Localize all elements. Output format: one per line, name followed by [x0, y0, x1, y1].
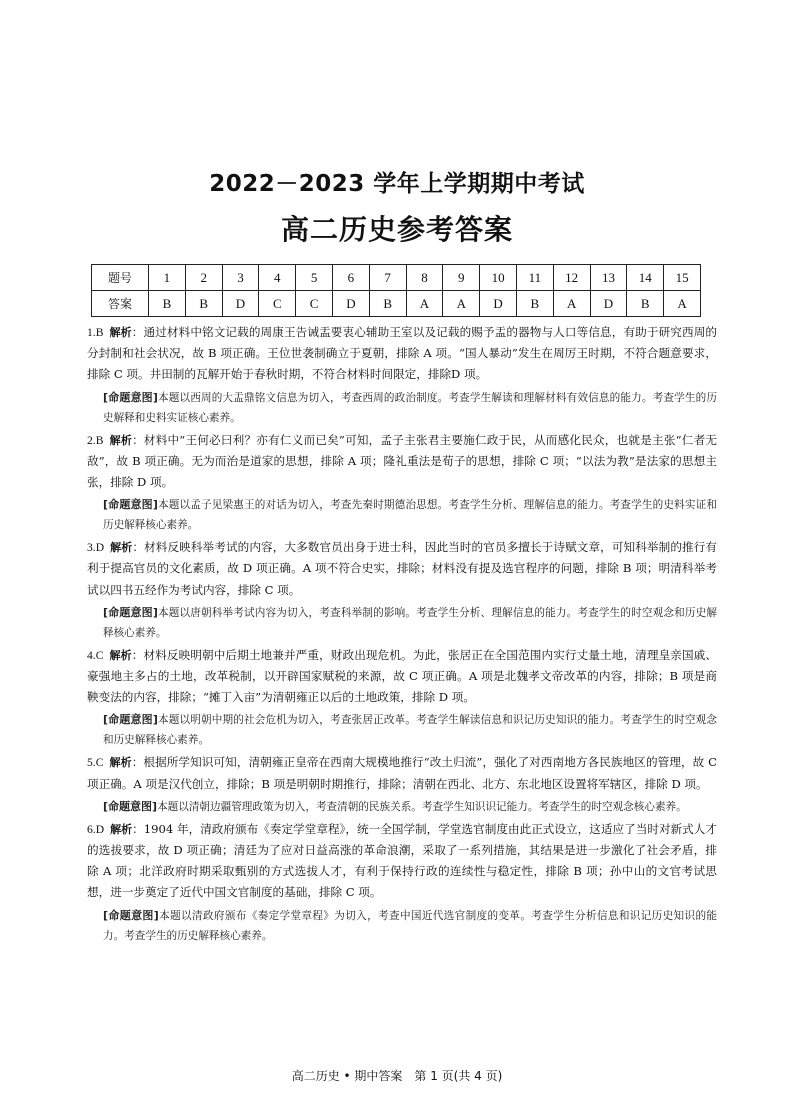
question-number-cell: 12 — [553, 265, 590, 291]
intent-text: 本题以唐朝科举考试内容为切入，考查科举制的影响。考查学生分析、理解信息的能力。考查学生的时空观念和历史解释核心素养。 — [103, 606, 717, 639]
explanation-paragraph — [87, 645, 717, 709]
analysis-text: ：材料反映科举考试的内容，大多数官员出身于进士科，因此当时的官员多擅长于诗赋文章，可知科举制的推行有利于提高官员的文化素质，故 D 项正确。A 项不符合史实，排除；材料没有提及选官程序的问题，排除 B 项；明清科举考试以四书五经作为考试内容，排除 C 项。 — [87, 540, 717, 597]
question-number: 3. — [87, 541, 96, 555]
question-explanation-2 — [87, 430, 717, 536]
question-explanation-1 — [87, 322, 717, 428]
answer-cell: D — [480, 291, 517, 317]
exam-title: 2022－2023 学年上学期期中考试 — [209, 171, 585, 197]
answer-cell: A — [553, 291, 590, 317]
question-number-row — [92, 265, 701, 291]
intent-tag: [命题意图] — [103, 390, 158, 404]
answer-cell: D — [222, 291, 259, 317]
analysis-text: ：根据所学知识可知，清朝雍正皇帝在西南大规模地推行“改土归流”，强化了对西南地方各民族地区的管理，故 C 项正确。A 项是汉代创立，排除；B 项是明朝时期推行，排除；清朝在西北、北方、东北地区设置将军辖区，排除 D 项。 — [87, 755, 717, 791]
question-number-cell: 5 — [296, 265, 333, 291]
analysis-label: 解析 — [109, 433, 133, 447]
answer-key-title: 高二历史参考答案 — [280, 213, 513, 246]
intent-tag: [命题意图] — [103, 605, 158, 619]
answer-cell: A — [664, 291, 701, 317]
answer-row — [92, 291, 701, 317]
intent-text: 本题以明朝中期的社会危机为切入，考查张居正改革。考查学生解读信息和识记历史知识的能力。考查学生的时空观念和历史解释核心素养。 — [103, 714, 717, 747]
answer-cell: A — [443, 291, 480, 317]
intent-tag: [命题意图] — [103, 799, 158, 813]
question-number-label: 题号 — [92, 265, 149, 291]
intent-paragraph — [87, 906, 717, 946]
analysis-text: ：通过材料中铭文记载的周康王告诫盂要衷心辅助王室以及记载的赐予盂的器物与人口等信息，有助于研究西周的分封制和社会状况，故 B 项正确。王位世袭制确立于夏朝，排除 A 项。“国人暴动”发生在周厉王时期，不符合题意要求，排除 C 项。井田制的瓦解开始于春秋时期，不符合材料时间限定，排除D 项。 — [87, 325, 717, 382]
question-number-cell: 1 — [149, 265, 186, 291]
explanation-paragraph — [87, 819, 717, 904]
question-number-cell: 6 — [332, 265, 369, 291]
question-number-cell: 10 — [480, 265, 517, 291]
question-number-cell: 14 — [627, 265, 664, 291]
question-number-cell: 3 — [222, 265, 259, 291]
answer-cell: B — [149, 291, 186, 317]
intent-text: 本题以清政府颁布《奏定学堂章程》为切入，考查中国近代选官制度的变革。考查学生分析信息和识记历史知识的能力。考查学生的历史解释核心素养。 — [103, 909, 717, 942]
answer-cell: C — [296, 291, 333, 317]
explanations — [87, 322, 717, 948]
question-explanation-5 — [87, 752, 717, 816]
question-number: 1. — [87, 326, 96, 339]
answer-cell: B — [516, 291, 553, 317]
answer-cell: B — [369, 291, 406, 317]
question-number-cell: 8 — [406, 265, 443, 291]
answer-letter: B — [95, 433, 104, 447]
analysis-label: 解析 — [110, 822, 133, 836]
question-number-cell: 2 — [185, 265, 222, 291]
explanation-paragraph — [87, 752, 717, 794]
analysis-text: ：1904 年，清政府颁布《奏定学堂章程》，统一全国学制，学堂选官制度由此正式设立，这适应了当时对新式人才的选拔要求，故 D 项正确；清廷为了应对日益高涨的革命浪潮，采取了一系列措施，其结果是进一步激化了社会矛盾，排除 A 项；北洋政府时期采取甄别的方式选拔人才，有利于保持行政的连续性与稳定性，排除 B 项；孙中山的文官考试思想，进一步奠定了近代中国文官制度的基础，排除 C 项。 — [87, 821, 717, 900]
answer-cell: A — [406, 291, 443, 317]
question-explanation-6 — [87, 819, 717, 946]
question-number: 4. — [87, 648, 96, 662]
intent-tag: [命题意图] — [103, 908, 159, 922]
answer-letter: C — [95, 756, 104, 770]
answer-letter: B — [95, 326, 104, 339]
intent-paragraph — [87, 710, 717, 750]
analysis-text: ：材料反映明朝中后期土地兼并严重，财政出现危机。为此，张居正在全国范围内实行丈量土地，清理皇亲国戚、豪强地主多占的土地，改革税制，以开辟国家赋税的来源，故 C 项正确。A 项是北魏孝文帝改革的内容，排除；B 项是商鞅变法的内容，排除；“摊丁入亩”为清朝雍正以后的土地政策，排除 D 项。 — [87, 647, 717, 705]
intent-text: 本题以西周的大盂鼎铭文信息为切入，考查西周的政治制度。考查学生解读和理解材料有效信息的能力。考查学生的历史解释和史料实证核心素养。 — [103, 391, 717, 424]
intent-paragraph — [87, 388, 717, 428]
analysis-label: 解析 — [109, 648, 132, 662]
question-explanation-3 — [87, 537, 717, 643]
question-number: 6. — [87, 822, 96, 836]
intent-paragraph — [87, 603, 717, 643]
question-number-cell: 4 — [259, 265, 296, 291]
question-explanation-4 — [87, 645, 717, 751]
analysis-label: 解析 — [109, 756, 132, 770]
answer-letter: C — [95, 648, 104, 662]
intent-tag: [命题意图] — [103, 498, 158, 512]
analysis-text: ：材料中“王何必曰利？亦有仁义而已矣”可知，孟子主张君主要施仁政于民，从而感化民众，也就是主张“仁者无敌”，故 B 项正确。无为而治是道家的思想，排除 A 项；隆礼重法是荀子的思想，排除 C 项；“以法为教”是法家的思想主张，排除 D 项。 — [87, 432, 717, 490]
answer-label: 答案 — [92, 291, 149, 317]
intent-text: 本题以孟子见梁惠王的对话为切入，考查先秦时期德治思想。考查学生分析、理解信息的能力。考查学生的史料实证和历史解释核心素养。 — [103, 499, 717, 532]
analysis-label: 解析 — [110, 541, 133, 555]
answer-cell: B — [627, 291, 664, 317]
question-number: 2. — [87, 433, 96, 447]
explanation-paragraph — [87, 430, 717, 494]
question-number: 5. — [87, 756, 96, 770]
intent-text: 本题以清朝边疆管理政策为切入，考查清朝的民族关系。考查学生知识识记能力。考查学生的时空观念核心素养。 — [157, 800, 687, 813]
answer-cell: B — [185, 291, 222, 317]
question-number-cell: 13 — [590, 265, 627, 291]
explanation-paragraph — [87, 322, 717, 386]
question-number-cell: 15 — [664, 265, 701, 291]
answer-letter: D — [95, 541, 105, 555]
intent-paragraph — [87, 495, 717, 535]
answer-letter: D — [95, 822, 105, 836]
answer-table — [91, 264, 701, 317]
question-number-cell: 11 — [516, 265, 553, 291]
intent-paragraph — [87, 797, 717, 817]
question-number-cell: 9 — [443, 265, 480, 291]
explanation-paragraph — [87, 537, 717, 601]
answer-cell: D — [332, 291, 369, 317]
analysis-label: 解析 — [109, 326, 132, 339]
answer-cell: D — [590, 291, 627, 317]
intent-tag: [命题意图] — [103, 713, 158, 727]
answer-cell: C — [259, 291, 296, 317]
question-number-cell: 7 — [369, 265, 406, 291]
page-footer: 高二历史 • 期中答案 第 1 页(共 4 页) — [291, 1069, 503, 1083]
